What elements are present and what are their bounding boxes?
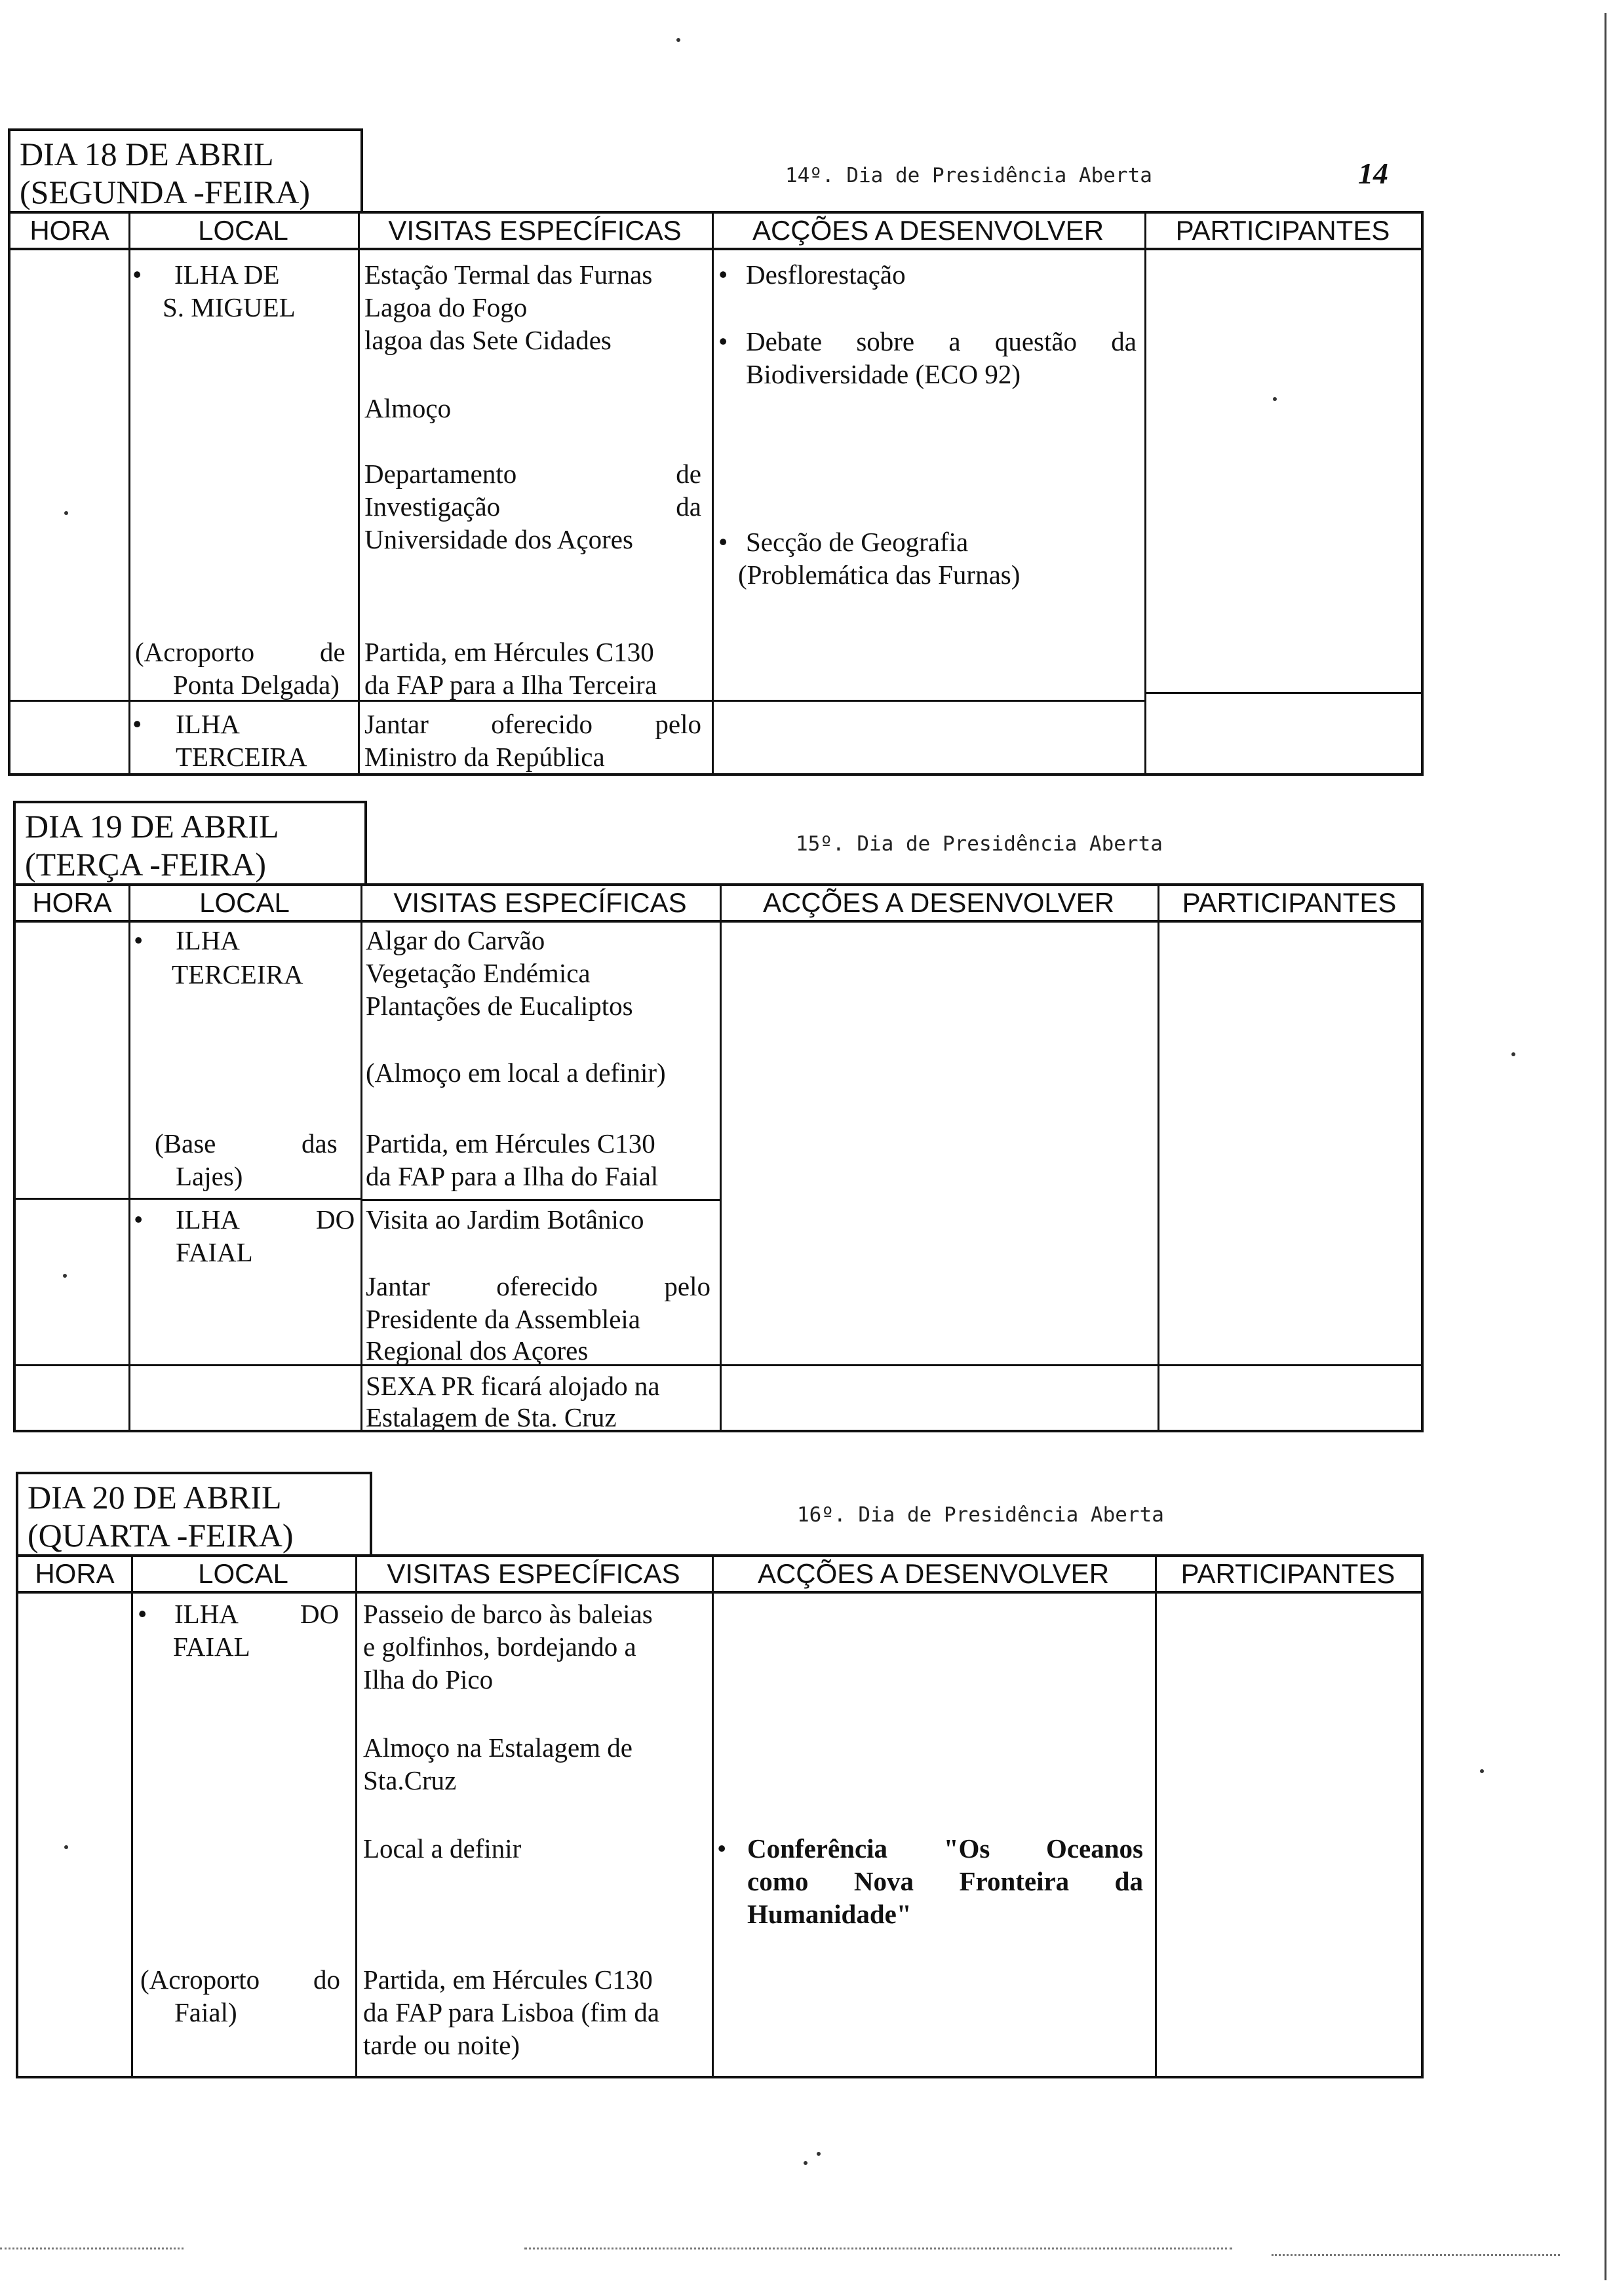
visita-justified-line — [364, 708, 701, 741]
col-divider — [128, 214, 130, 773]
col-divider — [712, 1557, 714, 2076]
col-divider — [128, 886, 130, 1430]
visita-line: Partida, em Hércules C130 — [363, 1964, 653, 1995]
word: da — [1111, 326, 1137, 356]
scan-noise — [524, 2248, 1232, 2249]
visita-line: Vegetação Endémica — [366, 958, 591, 988]
word: da — [1114, 1866, 1143, 1896]
header-visitas: VISITAS ESPECÍFICAS — [393, 887, 687, 918]
visita-line: Passeio de barco às baleias — [363, 1599, 653, 1629]
col-divider — [355, 1557, 357, 2076]
table-header — [16, 886, 1421, 923]
day-title: DIA 19 DE ABRIL — [25, 808, 279, 845]
local-line: Faial) — [174, 1997, 237, 2027]
visita-line: tarde ou noite) — [363, 2030, 520, 2060]
schedule-table — [8, 211, 1424, 776]
word: Nova — [853, 1866, 914, 1896]
visita-line: Estação Termal das Furnas — [364, 259, 653, 290]
header-participantes: PARTICIPANTES — [1182, 887, 1397, 918]
col-divider — [358, 214, 360, 773]
local-line: (Base — [155, 1128, 216, 1158]
word: Oceanos — [1045, 1833, 1143, 1864]
day-weekday: (SEGUNDA -FEIRA) — [20, 174, 311, 210]
visita-justified-line — [364, 490, 701, 524]
visita-line: da FAP para Lisboa (fim da — [363, 1997, 660, 2027]
table-header — [10, 214, 1421, 250]
col-divider — [360, 886, 362, 1430]
visita-line: Partida, em Hércules C130 — [364, 637, 654, 667]
header-participantes: PARTICIPANTES — [1180, 1558, 1395, 1589]
visita-line: Local a definir — [363, 1833, 522, 1864]
schedule-table — [16, 1554, 1424, 2078]
word: Jantar — [364, 709, 429, 739]
header-visitas: VISITAS ESPECÍFICAS — [388, 215, 682, 246]
visita-line: Estalagem de Sta. Cruz — [366, 1402, 617, 1432]
word: Conferência — [747, 1833, 888, 1864]
presidencia-label: 15º. Dia de Presidência Aberta — [796, 832, 1163, 856]
day-weekday: (QUARTA -FEIRA) — [28, 1517, 294, 1554]
local-line: ILHA DE — [174, 259, 280, 290]
presidencia-label: 14º. Dia de Presidência Aberta — [785, 164, 1152, 187]
word: oferecido — [496, 1271, 598, 1301]
word: sobre — [856, 326, 915, 356]
bullet-icon: • — [134, 925, 144, 955]
visita-line: (Almoço em local a definir) — [366, 1058, 666, 1088]
scan-speck — [1511, 1052, 1515, 1056]
visita-line: Partida, em Hércules C130 — [366, 1128, 655, 1158]
local-line: Lajes) — [176, 1161, 243, 1191]
local-line: FAIAL — [176, 1237, 253, 1267]
visita-line: Lagoa do Fogo — [364, 292, 528, 322]
local-line: Ponta Delgada) — [173, 670, 340, 700]
word: questão — [994, 326, 1078, 356]
local-line: do — [313, 1964, 340, 1995]
col-divider — [720, 886, 722, 1430]
header-hora: HORA — [35, 1558, 115, 1589]
col-divider — [131, 1557, 133, 2076]
visita-line: Almoço na Estalagem de — [363, 1732, 633, 1763]
scan-noise — [1272, 2254, 1560, 2256]
page-number: 14 — [1358, 157, 1388, 190]
day-title-box — [13, 801, 367, 883]
bullet-icon: • — [134, 1204, 144, 1234]
row-divider — [360, 1199, 720, 1201]
word: "Os — [943, 1833, 990, 1864]
local-line: ILHA — [176, 709, 240, 739]
local-line: FAIAL — [173, 1632, 250, 1662]
col-divider — [1158, 886, 1159, 1430]
header-accoes: ACÇÕES A DESENVOLVER — [762, 887, 1115, 918]
visita-line: Almoço — [364, 393, 452, 423]
visita-line: Plantações de Eucaliptos — [366, 991, 633, 1021]
day-title: DIA 18 DE ABRIL — [20, 136, 274, 172]
local-line: (Acroporto — [140, 1964, 260, 1995]
accao-line: Desflorestação — [746, 259, 906, 290]
word: Departamento — [364, 459, 517, 489]
header-local: LOCAL — [198, 215, 288, 246]
day-title: DIA 20 DE ABRIL — [28, 1479, 282, 1516]
bullet-icon: • — [718, 326, 728, 356]
word: Jantar — [366, 1271, 430, 1301]
local-line: (Acroporto — [135, 637, 255, 667]
local-line: DO — [316, 1204, 355, 1234]
day-title-box — [16, 1472, 372, 1554]
scan-speck — [1480, 1769, 1484, 1773]
accao-line: (Problemática das Furnas) — [738, 560, 1021, 590]
schedule-table — [13, 883, 1424, 1432]
header-accoes: ACÇÕES A DESENVOLVER — [757, 1558, 1110, 1589]
scan-speck — [64, 1845, 68, 1849]
header-participantes: PARTICIPANTES — [1175, 215, 1390, 246]
visita-line: Ilha do Pico — [363, 1664, 494, 1694]
bullet-icon: • — [132, 259, 142, 290]
bullet-icon: • — [718, 527, 728, 557]
accao-line: Humanidade" — [747, 1899, 912, 1929]
local-line: TERCEIRA — [172, 959, 303, 989]
visita-line: Universidade dos Açores — [364, 524, 633, 554]
col-divider — [1144, 214, 1146, 773]
day-title-box — [8, 128, 363, 211]
header-visitas: VISITAS ESPECÍFICAS — [387, 1558, 680, 1589]
row-divider — [16, 1364, 1421, 1366]
visita-line: Regional dos Açores — [366, 1335, 589, 1366]
table-header — [18, 1557, 1421, 1594]
accao-justified-line — [747, 1865, 1143, 1898]
scan-speck — [804, 2161, 808, 2165]
word: de — [676, 459, 701, 489]
scan-speck — [676, 38, 680, 42]
scan-speck — [1273, 397, 1277, 401]
visita-line: SEXA PR ficará alojado na — [366, 1371, 660, 1401]
visita-justified-line — [366, 1270, 710, 1303]
word: Fronteira — [959, 1866, 1070, 1896]
word: oferecido — [491, 709, 593, 739]
local-line: ILHA — [176, 925, 240, 955]
bullet-icon: • — [138, 1599, 147, 1629]
col-divider — [712, 214, 714, 773]
accao-line: Biodiversidade (ECO 92) — [746, 359, 1021, 389]
day-weekday: (TERÇA -FEIRA) — [25, 846, 267, 883]
header-local: LOCAL — [198, 1558, 288, 1589]
word: Debate — [746, 326, 823, 356]
bullet-icon: • — [132, 709, 142, 739]
header-local: LOCAL — [199, 887, 290, 918]
header-hora: HORA — [29, 215, 109, 246]
scan-speck — [63, 1274, 67, 1278]
local-line: TERCEIRA — [176, 742, 307, 772]
word: Investigação — [364, 491, 501, 522]
accao-justified-line — [746, 325, 1137, 358]
scan-edge-line — [1605, 13, 1606, 2280]
scan-speck — [817, 2152, 821, 2156]
visita-line: Algar do Carvão — [366, 925, 545, 955]
bullet-icon: • — [717, 1833, 727, 1864]
bullet-icon: • — [718, 259, 728, 290]
word: a — [948, 326, 961, 356]
header-hora: HORA — [32, 887, 112, 918]
local-line: ILHA — [174, 1599, 239, 1629]
word: pelo — [664, 1271, 710, 1301]
visita-line: Presidente da Assembleia — [366, 1304, 641, 1334]
word: da — [676, 491, 701, 522]
visita-line: lagoa das Sete Cidades — [364, 325, 612, 355]
accao-justified-line — [747, 1832, 1143, 1866]
row-divider — [16, 1198, 360, 1200]
local-line: DO — [300, 1599, 340, 1629]
local-line: S. MIGUEL — [163, 292, 296, 322]
visita-justified-line — [364, 457, 701, 491]
visita-line: Sta.Cruz — [363, 1765, 457, 1795]
visita-line: da FAP para a Ilha do Faial — [366, 1161, 659, 1191]
local-line: de — [320, 637, 345, 667]
col-divider — [1155, 1557, 1157, 2076]
row-divider — [1144, 692, 1421, 694]
visita-line: Ministro da República — [364, 742, 605, 772]
word: como — [747, 1866, 809, 1896]
scan-speck — [64, 511, 68, 515]
visita-line: Visita ao Jardim Botânico — [366, 1204, 644, 1234]
word: pelo — [655, 709, 701, 739]
visita-line: da FAP para a Ilha Terceira — [364, 670, 657, 700]
header-accoes: ACÇÕES A DESENVOLVER — [752, 215, 1104, 246]
local-line: ILHA — [176, 1204, 240, 1234]
visita-line: e golfinhos, bordejando a — [363, 1632, 636, 1662]
local-line: das — [302, 1128, 338, 1158]
presidencia-label: 16º. Dia de Presidência Aberta — [797, 1503, 1164, 1527]
scan-noise — [0, 2248, 184, 2249]
accao-line: Secção de Geografia — [746, 527, 969, 557]
